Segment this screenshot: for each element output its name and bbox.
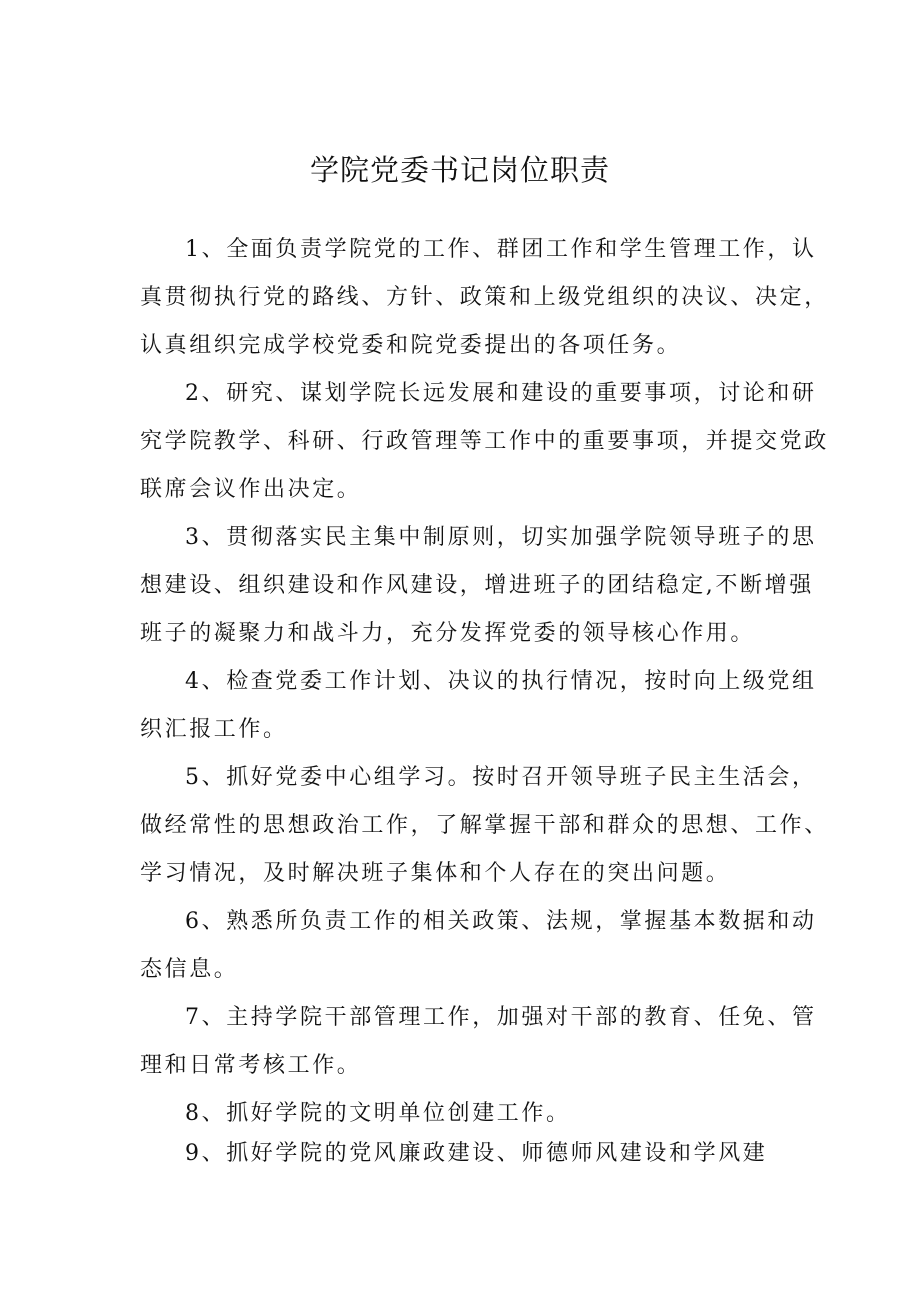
paragraph-line: 1、全面负责学院党的工作、群团工作和学生管理工作，认 xyxy=(185,237,817,262)
paragraph-line: 态信息。 xyxy=(140,957,239,982)
paragraph-line: 联席会议作出决定。 xyxy=(140,477,362,502)
paragraph-line: 2、研究、谋划学院长远发展和建设的重要事项，讨论和研 xyxy=(185,381,817,406)
paragraph-line: 学习情况，及时解决班子集体和个人存在的突出问题。 xyxy=(140,861,731,886)
paragraph-line: 3、贯彻落实民主集中制原则，切实加强学院领导班子的思 xyxy=(185,525,817,550)
paragraph-line: 做经常性的思想政治工作，了解掌握干部和群众的思想、工作、 xyxy=(140,813,829,838)
paragraph-line: 6、熟悉所负责工作的相关政策、法规，掌握基本数据和动 xyxy=(185,909,817,934)
paragraph-line: 5、抓好党委中心组学习。按时召开领导班子民主生活会， xyxy=(185,765,817,790)
paragraph-line: 真贯彻执行党的路线、方针、政策和上级党组织的决议、决定， xyxy=(140,285,829,310)
paragraph-line: 8、抓好学院的文明单位创建工作。 xyxy=(185,1101,571,1126)
paragraph-line: 究学院教学、科研、行政管理等工作中的重要事项，并提交党政 xyxy=(140,429,829,454)
document-title: 学院党委书记岗位职责 xyxy=(309,153,610,187)
paragraph-line: 理和日常考核工作。 xyxy=(140,1053,362,1078)
paragraph-line: 7、主持学院干部管理工作，加强对干部的教育、任免、管 xyxy=(185,1005,817,1030)
paragraph-line: 认真组织完成学校党委和院党委提出的各项任务。 xyxy=(140,333,682,358)
paragraph-line: 4、检查党委工作计划、决议的执行情况，按时向上级党组 xyxy=(185,669,817,694)
paragraph-line: 班子的凝聚力和战斗力，充分发挥党委的领导核心作用。 xyxy=(140,621,756,646)
paragraph-line: 想建设、组织建设和作风建设，增进班子的团结稳定,不断增强 xyxy=(140,573,814,598)
paragraph-line: 织汇报工作。 xyxy=(140,717,288,742)
document-body xyxy=(140,226,829,1178)
paragraph-line: 9、抓好学院的党风廉政建设、师德师风建设和学风建 xyxy=(185,1141,768,1166)
